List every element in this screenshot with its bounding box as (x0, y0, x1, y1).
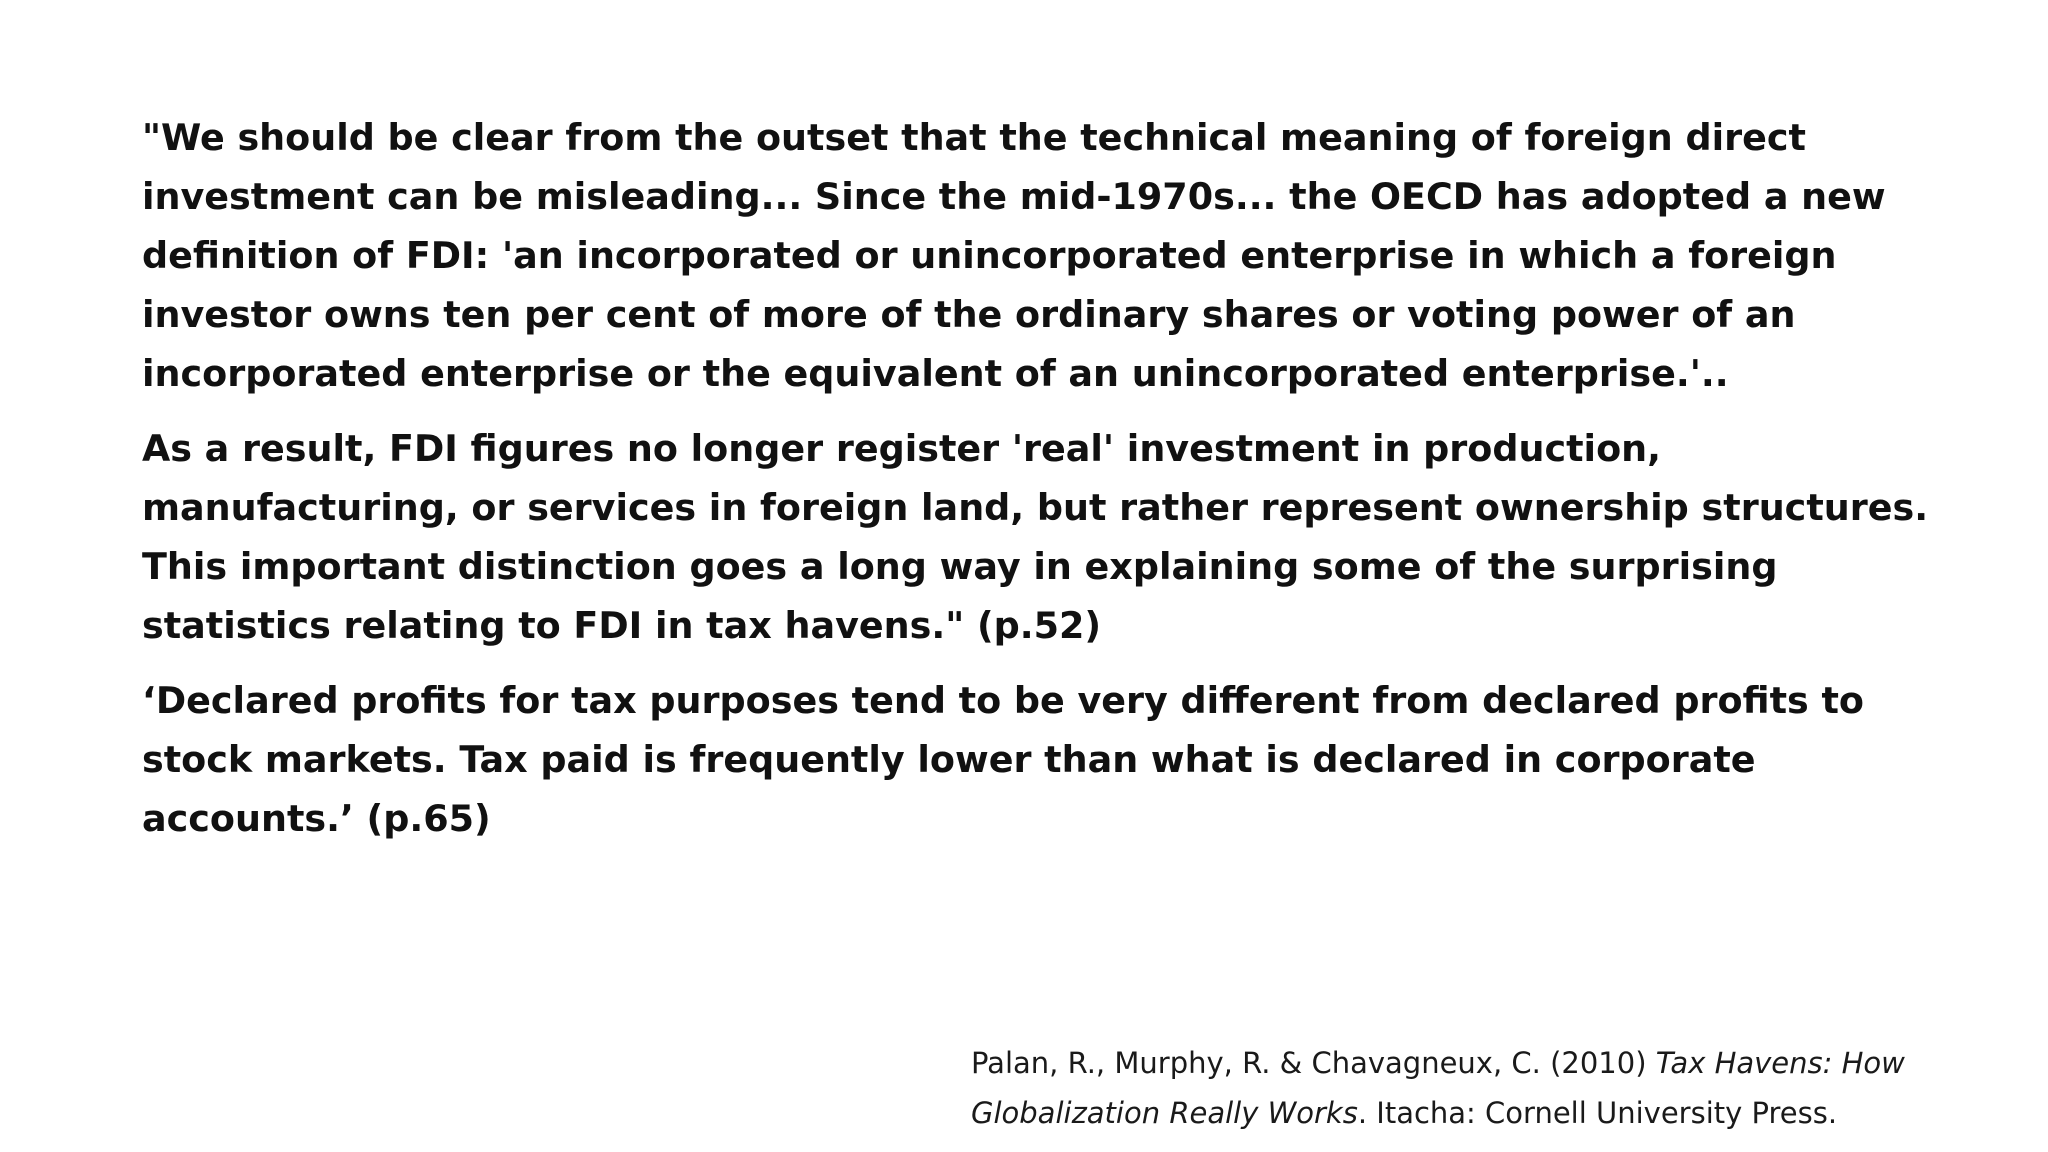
quote-paragraph-fdi-figures: As a result, FDI figures no longer register 'real' investment in production, manufacturing, or services in foreign land, but rather represent ownership structures. This important distinction goes a long way in explaining some of the surprising statistics relating to FDI in tax havens." (p.52) (142, 427, 1929, 647)
citation-title-part1: Tax Havens: How (1655, 1046, 1905, 1080)
quote-block (142, 108, 1942, 864)
citation-authors: Palan, R., Murphy, R. & Chavagneux, C. (2010) (971, 1046, 1656, 1080)
quote-paragraph-declared-profits: ‘Declared profits for tax purposes tend to be very different from declared profits to stock markets. Tax paid is frequently lower than what is declared in corporate accounts.’ (p.65) (142, 679, 1865, 840)
citation-publisher: . Itacha: Cornell University Press. (1357, 1096, 1838, 1130)
quote-paragraph-oecd-definition: "We should be clear from the outset that the technical meaning of foreign direct investment can be misleading... Since the mid-1970s... the OECD has adopted a new definition of FDI: 'an incorporated or unincorporated enterprise in which a foreign investor owns ten per cent of more of the ordinary shares or voting power of an incorporated enterprise or the equivalent of an unincorporated enterprise.'.. (142, 116, 1886, 395)
citation (971, 1038, 2041, 1138)
citation-title-part2: Globalization Really Works (971, 1096, 1358, 1130)
